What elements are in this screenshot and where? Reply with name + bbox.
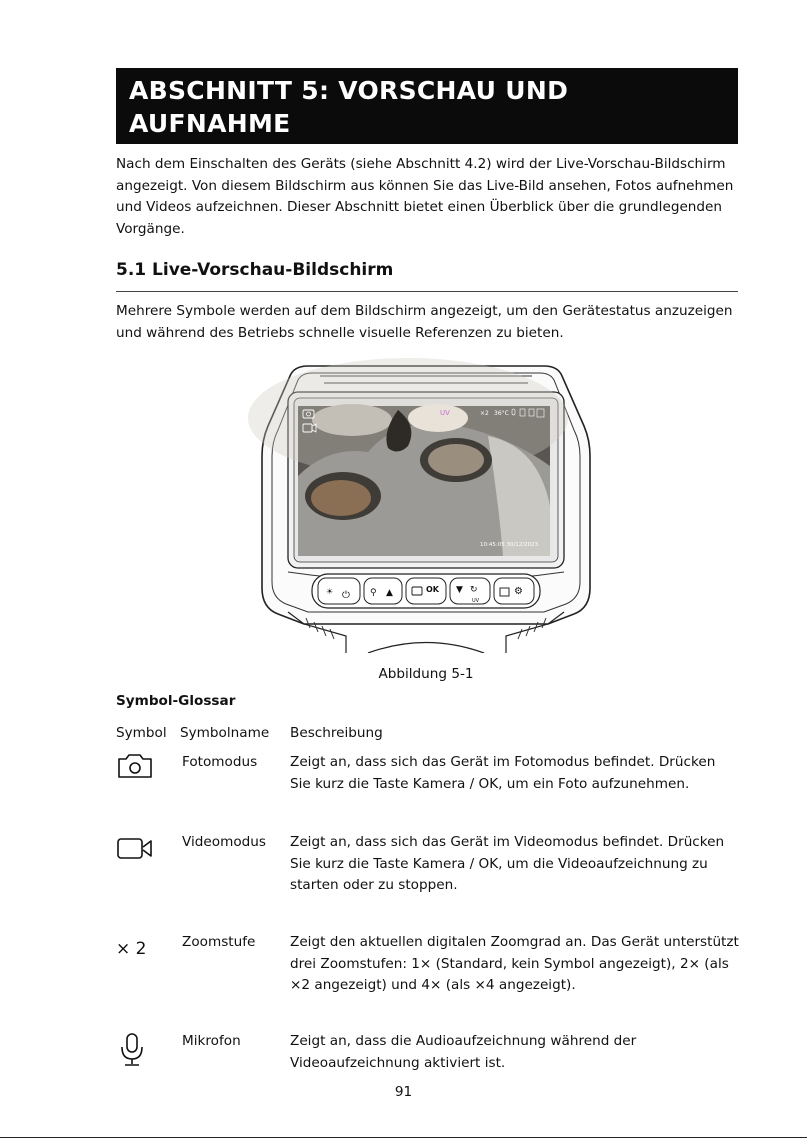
svg-text:☀: ☀ <box>326 587 334 596</box>
subsection-heading: 5.1 Live-Vorschau-Bildschirm <box>116 260 394 280</box>
header-symbol: Symbol <box>116 725 167 741</box>
svg-text:⏻: ⏻ <box>342 590 350 601</box>
screen-zoom-label: ×2 <box>480 410 489 417</box>
screen-temp-label: 36°C <box>494 410 509 417</box>
zoom-level-icon: × 2 <box>116 939 147 959</box>
glossary-name: Mikrofon <box>182 1033 241 1049</box>
microphone-icon <box>118 1032 146 1072</box>
subsection-divider <box>116 291 738 292</box>
figure-caption: Abbildung 5-1 <box>378 666 474 682</box>
page-bottom-rule <box>0 1137 807 1138</box>
svg-text:⚙: ⚙ <box>514 586 523 597</box>
section-heading: ABSCHNITT 5: VORSCHAU UND AUFNAHME <box>129 76 569 138</box>
screen-uv-label: UV <box>440 409 450 417</box>
header-name: Symbolname <box>180 725 270 741</box>
glossary-name: Zoomstufe <box>182 934 256 950</box>
screen-timestamp: 10:45:05 30/12/2023 <box>480 542 539 548</box>
svg-text:▲: ▲ <box>386 588 393 598</box>
subsection-paragraph: Mehrere Symbole werden auf dem Bildschirm angezeigt, um den Gerätestatus anzuzeigen und während des Betriebs schnelle visuelle Referenzen zu bieten. <box>116 303 733 341</box>
glossary-title: Symbol-Glossar <box>116 693 236 709</box>
header-description: Beschreibung <box>290 725 383 741</box>
power-light-button <box>318 578 360 604</box>
glossary-name: Videomodus <box>182 834 266 850</box>
page-number: 91 <box>394 1084 413 1100</box>
svg-text:UV: UV <box>472 598 480 604</box>
camera-icon <box>116 753 154 783</box>
device-illustration <box>248 356 604 653</box>
glossary-description: Zeigt an, dass sich das Gerät im Videomodus befindet. Drücken Sie kurz die Taste Kamera / OK, um die Videoaufzeichnung zu starten oder zu stoppen. <box>290 834 725 893</box>
section-banner <box>116 68 738 144</box>
glossary-description: Zeigt an, dass sich das Gerät im Fotomodus befindet. Drücken Sie kurz die Taste Kamera / OK, um ein Foto aufzunehmen. <box>290 754 716 792</box>
video-camera-icon <box>116 836 154 866</box>
glossary-name: Fotomodus <box>182 754 258 770</box>
device-drawing <box>248 356 604 653</box>
svg-text:OK: OK <box>426 585 439 594</box>
intro-paragraph: Nach dem Einschalten des Geräts (siehe Abschnitt 4.2) wird der Live-Vorschau-Bildschirm angezeigt. Von diesem Bildschirm aus können Sie das Live-Bild ansehen, Fotos aufnehmen und Videos aufzeichnen. Dieser Abschnitt bietet einen Überblick über die grundlegenden Vorgänge. <box>116 156 734 237</box>
glossary-description: Zeigt den aktuellen digitalen Zoomgrad an. Das Gerät unterstützt drei Zoomstufen: 1× (Standard, kein Symbol angezeigt), 2× (als ×2 angezeigt) und 4× (als ×4 angezeigt). <box>290 934 739 993</box>
svg-text:⚲: ⚲ <box>370 588 377 598</box>
svg-text:▼: ▼ <box>456 585 463 595</box>
svg-text:↻: ↻ <box>470 585 478 595</box>
glossary-description: Zeigt an, dass die Audioaufzeichnung während der Videoaufzeichnung aktiviert ist. <box>290 1033 637 1071</box>
